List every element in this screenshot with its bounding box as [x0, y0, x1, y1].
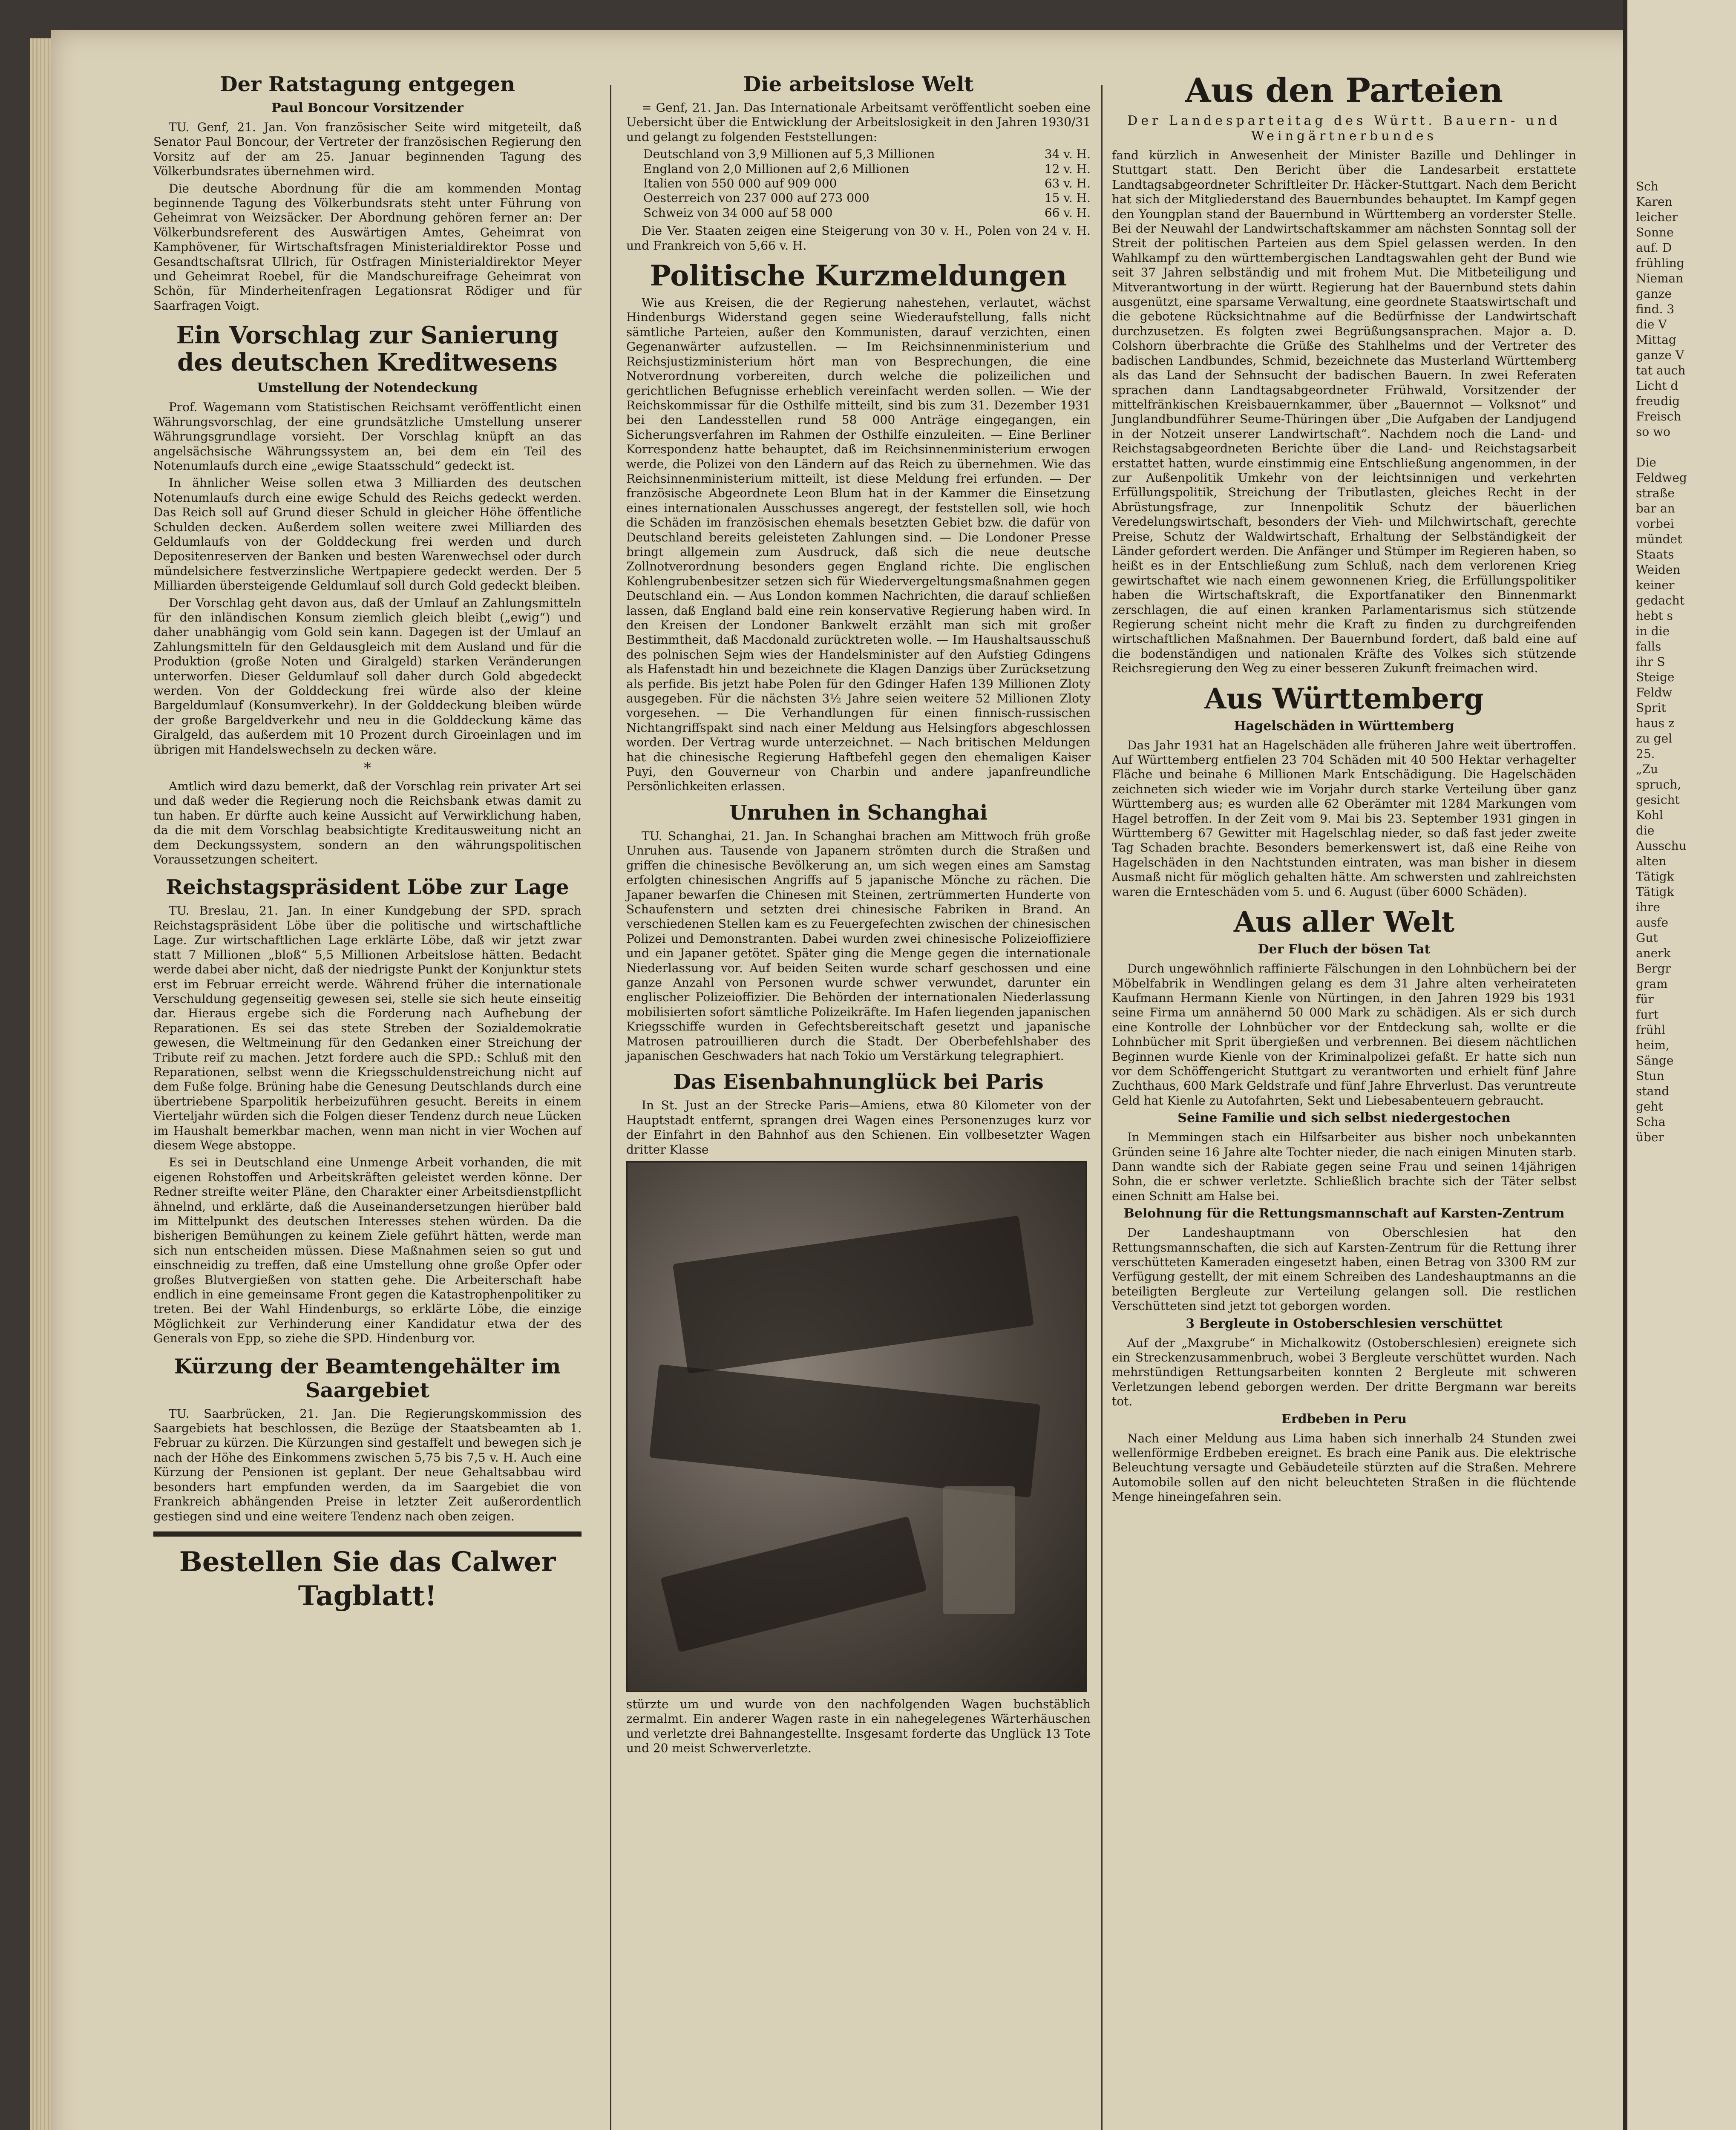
facing-page-fragment: alten — [1636, 854, 1667, 868]
stat-row — [643, 147, 1091, 161]
subheadline: Hagelschäden in Württemberg — [1234, 718, 1454, 734]
facing-page-fragment: gesicht — [1636, 793, 1680, 807]
facing-page-fragment: die V — [1636, 317, 1667, 331]
facing-page-fragment: vorbei — [1636, 517, 1674, 531]
article-arbeitslose-welt — [626, 72, 1091, 253]
facing-page-fragment: Kohl — [1636, 808, 1664, 822]
paragraph: Auf der „Maxgrube“ in Michalkowitz (Ostoberschlesien) ereignete sich ein Streckenzusammenbruch, wobei 3 Bergleute verschüttet wurden. Nach mehrstündigen Rettungsarbeiten konnten 2 Bergleute mit schweren Verletzungen lebend geborgen werden. Der dritte Bergmann war bereits tot. — [1112, 1336, 1576, 1409]
subheadline: Seine Familie und sich selbst niedergestochen — [1177, 1111, 1511, 1126]
paragraph: TU. Breslau, 21. Jan. In einer Kundgebung der SPD. sprach Reichstagspräsident Löbe über die politische und wirtschaftliche Lage. Zur wirtschaftlichen Lage erklärte Löbe, daß wir jetzt zwar statt 7 Millionen „bloß“ 5,5 Millionen Arbeitslose hätten. Bedacht werde dabei aber nicht, daß der niedrigste Punkt der Konjunktur stets erst im Februar erreicht werde. Während früher die internationale Verschuldung gegenseitig gewesen sei, stelle sie sich heute einseitig dar. Hieraus ergebe sich die Forderung nach Aufhebung der Reparationen. Es sei das stete Streben der Sozialdemokratie gewesen, die Weltmeinung für den Gedanken einer Streichung der Tribute reif zu machen. Jetzt fordere auch die SPD.: Schluß mit den Reparationen, selbst wenn die Kriegsschuldenstreichung nicht auf dem Fuße folge. Brüning habe die Genesung Deutschlands durch eine übertriebene Sparpolitik herbeizuführen gesucht. Bereits in einem Vierteljahr würden sich die Folgen dieser Tendenz durch neue Lücken im Haushalt bemerkbar machen, wenn man nicht in vier Wochen auf diesem Wege abstoppe. — [153, 904, 582, 1152]
subheadline: Erdbeben in Peru — [1281, 1411, 1407, 1427]
stat-value: 34 v. H. — [1044, 147, 1091, 161]
facing-page — [1623, 0, 1736, 2130]
stat-row — [643, 176, 1091, 191]
facing-page-fragment: Die — [1636, 455, 1656, 469]
facing-page-fragment: gram — [1636, 977, 1668, 991]
facing-page-fragment: anerk — [1636, 946, 1671, 960]
facing-page-fragment: Staats — [1636, 547, 1674, 561]
paragraph: Nach einer Meldung aus Lima haben sich innerhalb 24 Stunden zwei wellenförmige Erdbeben ereignet. Es brach eine Panik aus. Die elektrische Beleuchtung versagte und Gebäudeteile stürzten auf die Straßen. Mehrere Automobile sollen auf den nicht beleuchteten Straßen in die flüchtende Menge hineingefahren sein. — [1112, 1431, 1576, 1504]
column-1 — [153, 72, 582, 1613]
facing-page-text — [1636, 179, 1730, 1145]
paragraph: TU. Genf, 21. Jan. Von französischer Seite wird mitgeteilt, daß Senator Paul Boncour, der Vertreter der französischen Regierung den Vorsitz auf der am 25. Januar beginnenden Tagung des Völkerbundsrates übernehmen wird. — [153, 120, 582, 178]
facing-page-fragment: Sprit — [1636, 701, 1666, 715]
stat-row — [643, 162, 1091, 176]
facing-page-fragment: geht — [1636, 1100, 1663, 1114]
stat-row — [643, 191, 1091, 205]
subheadline: Der Fluch der bösen Tat — [1258, 942, 1431, 957]
column-2 — [626, 72, 1091, 1759]
column-rule — [610, 85, 611, 2130]
facing-page-fragment: straße — [1636, 486, 1675, 500]
train-wreck-photo — [626, 1161, 1087, 1692]
facing-page-fragment: Bergr — [1636, 961, 1671, 976]
facing-page-fragment: Feldweg — [1636, 471, 1687, 485]
paragraph: Der Landeshauptmann von Oberschlesien hat den Rettungsmannschaften, die sich auf Karsten-Zentrum für die Rettung ihrer verschütteten Kameraden eingesetzt haben, einen Betrag von 3300 RM zur Verfügung gestellt, der mit einem Schreiben des Landeshauptmanns an die beteiligten Bergleute zur Verteilung gelangen soll. Die restlichen Verschütteten sind jetzt tot geborgen worden. — [1112, 1226, 1576, 1313]
facing-page-fragment: Scha — [1636, 1115, 1666, 1129]
facing-page-fragment: Feldw — [1636, 685, 1673, 699]
facing-page-fragment: bar an — [1636, 501, 1675, 515]
stat-label: Oesterreich von 237 000 auf 273 000 — [643, 191, 869, 205]
facing-page-fragment: mündet — [1636, 532, 1682, 546]
article-loebe — [153, 875, 582, 1346]
facing-page-fragment: spruch, — [1636, 777, 1681, 792]
column-rule — [1101, 85, 1103, 2130]
facing-page-fragment: Ausschu — [1636, 839, 1687, 853]
article-sanierung — [153, 322, 582, 867]
facing-page-fragment: auf. D — [1636, 241, 1672, 255]
facing-page-fragment: haus z — [1636, 716, 1675, 730]
facing-page-fragment: gedacht — [1636, 593, 1685, 607]
headline: Aus Württemberg — [1204, 682, 1484, 715]
facing-page-fragment: Weiden — [1636, 563, 1681, 577]
stat-label: Deutschland von 3,9 Millionen auf 5,3 Millionen — [643, 147, 935, 161]
article-aus-aller-welt — [1112, 906, 1576, 1505]
facing-page-fragment: Gut — [1636, 931, 1658, 945]
paragraph: stürzte um und wurde von den nachfolgenden Wagen buchstäblich zermalmt. Ein anderer Wagen raste in ein nahegelegenes Wärterhäuschen und verletzte drei Bahnangestellte. Insgesamt forderte das Unglück 13 Tote und 20 meist Schwerverletzte. — [626, 1697, 1091, 1756]
facing-page-fragment: Karen — [1636, 195, 1673, 209]
paragraph: Wie aus Kreisen, die der Regierung nahestehen, verlautet, wächst Hindenburgs Widerstand gegen seine Wiederaufstellung, falls nicht sämtliche Parteien, außer den Kommunisten, darauf verzichten, einen Gegenanwärter aufzustellen. — Im Reichsinnenministerium und Reichsjustizministerium hört man von Besprechungen, die eine Notverordnung vorbereiten, durch welche die polizeilichen und gerichtlichen Befugnisse erheblich vereinfacht werden sollen. — Wie der Reichskommissar für die Osthilfe mitteilt, sind bis zum 31. Dezember 1931 bei den Landesstellen rund 58 000 Anträge eingegangen, ein Sicherungsverfahren im Rahmen der Osthilfe einzuleiten. — Eine Berliner Korrespondenz hatte behauptet, daß im Reichsinnenministerium erwogen werde, die Polizei von den Ländern auf das Reich zu übernehmen. Wie das Reichsinnenministerium mitteilt, ist diese Meldung frei erfunden. — Der französische Abgeordnete Leon Blum hat in der Kammer die Einsetzung eines internationalen Ausschusses angeregt, der feststellen soll, wie hoch die Schäden im französischen ehemals besetzten Gebiet bzw. die dafür von Deutschland bereits geleisteten Zahlungen sind. — Die Londoner Presse bringt allgemein zum Ausdruck, daß sich die neue deutsche Zollnotverordnung besonders gegen England richte. Die englischen Kohlengrubenbesitzer setzen sich für Wiedervergeltungsmaßnahmen gegen Deutschland ein. — Aus London kommen Nachrichten, die darauf schließen lassen, daß England bald eine rein konservative Regierung haben wird. In den Kreisen der Londoner Bankwelt erzählt man sich mit großer Bestimmtheit, daß Macdonald zurücktreten wolle. — Im Haushaltsausschuß des polnischen Sejm wies der Handelsminister auf den Aufstieg Gdingens als Hafenstadt hin und bezeichnete die Klagen Danzigs über Zurücksetzung als perfide. Bis jetzt habe Polen für den Gdinger Hafen 139 Millionen Zloty ausgegeben. Für die nächsten 3½ Jahre seien weitere 52 Millionen Zloty vorgesehen. — Die Verhandlungen für einen finnisch-russischen Nichtangriffspakt sind nach einer Meldung aus Helsingfors abgeschlossen worden. Der Vertrag wurde unterzeichnet. — Nach britischen Meldungen hat die chinesische Regierung Haftbefehl gegen den ehemaligen Kaiser Puyi, den Gouverneur von Charbin und andere japanfreundliche Persönlichkeiten erlassen. — [626, 296, 1091, 794]
paragraph: Es sei in Deutschland eine Unmenge Arbeit vorhanden, die mit eigenen Rohstoffen und Arbeitskräften geleistet werden könne. Der Redner streifte weiter Pläne, den Charakter einer Arbeitsdienstpflicht ähnelnd, und erklärte, daß die Auseinandersetzungen hierüber bald im Mittelpunkt des deutschen Interesses stehen würden. Da die bisherigen Bemühungen zu keinem Ziele geführt hätten, werde man sich nun entscheiden müssen. Diese Maßnahmen seien so gut und einschneidig zu treffen, daß eine Umstellung ohne große Opfer oder großes Blutvergießen von statten gehe. Die Arbeiterschaft habe endlich in eine gemeinsame Front gegen die Katastrophenpolitiker zu treten. Bei der Wahl Hindenburgs, so erklärte Löbe, die einzige Möglichkeit zur Verhinderung einer Kandidatur etwa der des Generals von Epp, so ziehe die SPD. Hindenburg vor. — [153, 1155, 582, 1346]
paragraph: Prof. Wagemann vom Statistischen Reichsamt veröffentlicht einen Währungsvorschlag, der eine grundsätzliche Umstellung unserer Währungsgrundlage vorsieht. Der Vorschlag knüpft an das angelsächsische Währungssystem an, bei dem ein Teil des Notenumlaufs durch eine „ewige Staatsschuld“ gedeckt ist. — [153, 400, 582, 473]
facing-page-fragment: ganze V — [1636, 348, 1684, 362]
facing-page-fragment: Freisch — [1636, 409, 1681, 423]
facing-page-fragment: Sänge — [1636, 1053, 1674, 1068]
article-ratstagung — [153, 72, 582, 313]
facing-page-fragment: Tätigk — [1636, 869, 1674, 884]
stat-label: Italien von 550 000 auf 909 000 — [643, 176, 837, 191]
headline: Politische Kurzmeldungen — [650, 259, 1067, 293]
facing-page-fragment: Licht d — [1636, 379, 1678, 393]
facing-page-fragment: frühling — [1636, 256, 1684, 270]
facing-page-fragment: Nieman — [1636, 271, 1684, 285]
facing-page-fragment: Tätigk — [1636, 885, 1674, 899]
facing-page-fragment: Stun — [1636, 1069, 1664, 1083]
stat-value: 63 v. H. — [1044, 176, 1091, 191]
facing-page-fragment: tat auch — [1636, 363, 1686, 377]
separator-star: * — [364, 760, 371, 777]
facing-page-fragment: für — [1636, 992, 1654, 1006]
subheadline: Paul Boncour Vorsitzender — [271, 101, 464, 115]
facing-page-fragment: die — [1636, 823, 1655, 838]
facing-page-fragment: Mittag — [1636, 333, 1676, 347]
facing-page-fragment: falls — [1636, 639, 1661, 653]
facing-page-fragment: freudig — [1636, 394, 1680, 408]
headline: Ein Vorschlag zur Sanierung des deutschen Kreditwesens — [176, 321, 559, 377]
subheadline: Umstellung der Notendeckung — [257, 380, 478, 396]
stat-label: Schweiz von 34 000 auf 58 000 — [643, 205, 833, 220]
facing-page-fragment: heim, — [1636, 1038, 1670, 1052]
facing-page-fragment: stand — [1636, 1084, 1670, 1098]
paragraph: Die deutsche Abordnung für die am kommenden Montag beginnende Tagung des Völkerbundsrats steht unter Führung von Geheimrat von Weizsäcker. Der Abordnung gehören ferner an: Der Völkerbundsreferent des Auswärtigen Amtes, Geheimrat von Kamphövener, für Wirtschaftsfragen Ministerialdirektor Posse und Gesandtschaftsrat Ullrich, für Ostfragen Ministerialdirektor Meyer und Geheimrat Roebel, für die Mandschureifrage Geheimrat von Schön, für Minderheitenfragen Legationsrat Rödiger und für Saarfragen Voigt. — [153, 181, 582, 313]
subheadline: Belohnung für die Rettungsmannschaft auf Karsten-Zentrum — [1123, 1206, 1565, 1221]
article-eisenbahnunglueck — [626, 1070, 1091, 1756]
paragraph: = Genf, 21. Jan. Das Internationale Arbeitsamt veröffentlicht soeben eine Uebersicht über die Entwicklung der Arbeitslosigkeit in den Jahren 1930/31 und gelangt zu folgenden Feststellungen: — [626, 101, 1091, 144]
paragraph: Das Jahr 1931 hat an Hagelschäden alle früheren Jahre weit übertroffen. Auf Württemberg entfielen 23 704 Schäden mit 40 500 Hektar verhagelter Fläche und beinahe 6 Millionen Mark Entschädigung. Die Hagelschäden zeichneten sich wieder wie im Vorjahr durch starke Verteilung über ganz Württemberg aus; es wurden alle 62 Oberämter mit 1284 Markungen vom Hagel betroffen. In der Zeit vom 9. Mai bis 23. September 1931 gingen in Württemberg 67 Gewitter mit Hagelschlag nieder, so daß fast jeder zweite Tag Schaden brachte. Besonders bemerkenswert ist, daß eine Reihe von Hagelschäden in den Nachtstunden eintraten, was man bisher in diesem Ausmaß nicht für möglich gehalten hätte. Am schwersten und zahlreichsten waren die Ernteschäden vom 5. und 6. August (über 6000 Schäden). — [1112, 738, 1576, 899]
facing-page-fragment: ausfe — [1636, 915, 1669, 930]
headline: Kürzung der Beamtengehälter im Saargebiet — [174, 1354, 561, 1402]
paragraph: In Memmingen stach ein Hilfsarbeiter aus bisher noch unbekannten Gründen seine 16 Jahre alte Tochter nieder, die nach einigen Minuten starb. Dann wandte sich der Rabiate gegen seine Frau und seinen 14jährigen Sohn, die er schwer verletzte. Schließlich brachte sich der Täter selbst einen Schnitt am Halse bei. — [1112, 1130, 1576, 1203]
headline: Unruhen in Schanghai — [729, 800, 988, 825]
subheadline: Der Landesparteitag des Württ. Bauern- und Weingärtnerbundes — [1127, 113, 1561, 144]
headline: Das Eisenbahnunglück bei Paris — [673, 1070, 1044, 1094]
paragraph: In ähnlicher Weise sollen etwa 3 Milliarden des deutschen Notenumlaufs durch eine ewige Schuld des Reichs gedeckt werden. Das Reich soll auf Grund dieser Schuld in gleicher Höhe öffentliche Schulden decken. Außerdem sollen weitere zwei Milliarden des Geldumlaufs von der Golddeckung frei werden und durch Depositenreserven der Banken und besten Warenwechsel oder durch mündelsichere festverzinsliche Wertpapiere gedeckt werden. Der 5 Milliarden übersteigende Geldumlauf soll durch Gold gedeckt bleiben. — [153, 476, 582, 593]
stat-value: 66 v. H. — [1044, 205, 1091, 220]
facing-page-fragment: leicher — [1636, 210, 1678, 224]
column-3 — [1112, 72, 1576, 1507]
stat-value: 12 v. H. — [1044, 161, 1091, 176]
facing-page-fragment: in die — [1636, 624, 1670, 638]
headline: Aus den Parteien — [1185, 71, 1503, 110]
paragraph: Durch ungewöhnlich raffinierte Fälschungen in den Lohnbüchern bei der Möbelfabrik in Wendlingen gelang es dem 31 Jahre alten verheirateten Kaufmann Hermann Kienle von Nürtingen, in den Jahren 1929 bis 1931 seine Firma um annähernd 50 000 Mark zu schädigen. Als er sich durch eine Kontrolle der Lohnbücher vor der Entdeckung sah, wollte er die Lohnbücher mit Sprit übergießen und verbrennen. Bei diesem nächtlichen Beginnen wurde Kienle von der Kriminalpolizei gefaßt. Er hatte sich nun vor dem Schöffengericht Stuttgart zu verantworten und erhielt fünf Jahre Zuchthaus, 600 Mark Geldstrafe und fünf Jahre Ehrverlust. Das veruntreute Geld hat Kienle zu Autofahrten, Sekt und Liebesabenteuern gebraucht. — [1112, 961, 1576, 1108]
statistics-table — [643, 147, 1091, 220]
facing-page-fragment: über — [1636, 1130, 1664, 1144]
facing-page-fragment: „Zu — [1636, 762, 1658, 776]
facing-page-fragment: frühl — [1636, 1023, 1665, 1037]
subheadline: 3 Bergleute in Ostoberschlesien verschüttet — [1186, 1316, 1503, 1331]
divider-bar — [153, 1531, 582, 1537]
paragraph: TU. Saarbrücken, 21. Jan. Die Regierungskommission des Saargebiets hat beschlossen, die Bezüge der Staatsbeamten ab 1. Februar zu kürzen. Die Kürzungen sind gestaffelt und bewegen sich je nach der Höhe des Einkommens zwischen 5,75 bis 7,5 v. H. Auch eine Kürzung der Pensionen ist geplant. Der neue Gehaltsabbau wird besonders hart empfunden werden, da im Saargebiet die von Frankreich abhängenden Preise in letzter Zeit außerordentlich gestiegen sind und eine weitere Tendenz nach oben zeigen. — [153, 1406, 582, 1523]
headline: Der Ratstagung entgegen — [219, 72, 515, 96]
facing-page-fragment: ganze — [1636, 287, 1672, 301]
facing-page-fragment: Sch — [1636, 179, 1658, 193]
facing-page-fragment: Steige — [1636, 670, 1675, 684]
paragraph: In St. Just an der Strecke Paris—Amiens, etwa 80 Kilometer von der Hauptstadt entfernt, sprangen drei Wagen eines Personenzuges kurz vor der Einfahrt in den Bahnhof aus den Schienen. Ein vollbesetzter Wagen dritter Klasse — [626, 1098, 1091, 1157]
article-wuerttemberg — [1112, 683, 1576, 899]
facing-page-fragment: ihre — [1636, 900, 1660, 914]
article-schanghai — [626, 801, 1091, 1064]
facing-page-fragment: so wo — [1636, 425, 1670, 439]
stat-row — [643, 206, 1091, 220]
headline: Die arbeitslose Welt — [743, 72, 974, 96]
paragraph: fand kürzlich in Anwesenheit der Minister Bazille und Dehlinger in Stuttgart statt. Den Bericht über die Landesarbeit erstattete Landtagsabgeordneter Schriftleiter Dr. Häcker-Stuttgart. Nach dem Bericht hat sich der Mitgliederstand des Bauernbundes behauptet. Im Kampf gegen den Youngplan stand der Bauernbund in Württemberg an vorderster Stelle. Bei der Neuwahl der Landwirtschaftskammer am nächsten Sonntag soll der Streit der politischen Parteien aus dem Spiel gelassen werden. In den Wahlkampf zu den württembergischen Landtagswahlen geht der Bund wie seit 37 Jahren selbständig und mit frohem Mut. Die Mitbeteiligung und Mitverantwortung in der württ. Regierung hat der Bauernbund stets dahin ausgenützt, eine sparsame Verwaltung, eine geordnete Staatswirtschaft und die gebotene Rücksichtnahme auf die Bedürfnisse der Landwirtschaft durchzusetzen. Es folgten zwei Begrüßungsansprachen. Major a. D. Colshorn überbrachte die Grüße des Stahlhelms und der Vertreter des badischen Landbundes, Schmid, bezeichnete das Musterland Württemberg als das Land der Sehnsucht der badischen Bauern. In zwei Referaten sprachen dann Landtagsabgeordneter Frühwald, Vorsitzender der mittelfränkischen Kreisbauernkammer, über „Bauernnot — Volksnot“ und Junglandbundführer Seume-Thüringen über „Die Aufgaben der Landjugend in der Notzeit unserer Landwirtschaft“. Nachdem noch die Land- und Reichstagsabgeordneten Berichte über die Land- und Reichstagsarbeit erstattet hatten, wurde einstimmig eine Entschließung angenommen, in der zur Außenpolitik Umkehr von der leichtsinnigen und verkehrten Erfüllungspolitik, Streichung der Tributlasten, gleiches Recht in der Abrüstungsfrage, zur Innenpolitik Schutz der bäuerlichen Veredelungswirtschaft, besonders der Vieh- und Milchwirtschaft, gerechte Preise, Schutz der Waldwirtschaft, Erhaltung der Selbständigkeit der Länder gefordert werden. Die Anfänger und Stümper im Regieren haben, so heißt es in der Entschließung zum Schluß, nach dem verlorenen Krieg gewirtschaftet wie nach einem gewonnenen Krieg, die Erfüllungspolitiker haben die Wirtschaftskraft, die Exportfanatiker den Binnenmarkt zerschlagen, die auf einen kranken Parlamentarismus sich stützende Regierung scheint nicht mehr die Kraft zu finden zu durchgreifenden wirtschaftlichen Maßnahmen. Der Bauernbund fordert, daß bald eine auf die bodenständigen und nationalen Kräfte des Volkes sich stützende Reichsregierung den Weg zu einer besseren Zukunft freimachen wird. — [1112, 148, 1576, 676]
facing-page-fragment — [1636, 440, 1730, 455]
paragraph: Der Vorschlag geht davon aus, daß der Umlauf an Zahlungsmitteln für den inländischen Konsum ziemlich gleich bleibt („ewig“) und daher unabhängig vom Gold sein kann. Dagegen ist der Umlauf an Zahlungsmitteln für den Geldausgleich mit dem Ausland und für die Produktion (große Noten und Giralgeld) starken Veränderungen unterworfen. Dieser Geldumlauf soll daher durch Gold abgedeckt werden. Von der Golddeckung frei würde also der kleine Bargeldumlauf (Konsumverkehr). In der Golddeckung bleiben würde der große Bargeldverkehr und neu in die Golddeckung käme das Giralgeld, das außerdem mit 10 Prozent durch Giroeinlagen und im übrigen mit Handelswechseln zu decken wäre. — [153, 596, 582, 757]
article-kurzmeldungen — [626, 260, 1091, 794]
facing-page-fragment: ihr S — [1636, 655, 1665, 669]
facing-page-fragment: Sonne — [1636, 225, 1674, 239]
article-parteien — [1112, 72, 1576, 676]
facing-page-fragment: hebt s — [1636, 609, 1673, 623]
paragraph: Die Ver. Staaten zeigen eine Steigerung von 30 v. H., Polen von 24 v. H. und Frankreich von 5,66 v. H. — [626, 224, 1091, 253]
facing-page-fragment: furt — [1636, 1007, 1659, 1022]
headline: Reichstagspräsident Löbe zur Lage — [166, 875, 569, 900]
paragraph: Amtlich wird dazu bemerkt, daß der Vorschlag rein privater Art sei und daß weder die Regierung noch die Reichsbank etwas damit zu tun haben. Er dürfte auch keine Aussicht auf Verwirklichung haben, da die mit dem Vorschlag beabsichtigte Kreditausweitung nicht an dem Deckungssystem, sondern an den währungspolitischen Voraussetzungen scheitert. — [153, 779, 582, 867]
facing-page-fragment: zu gel — [1636, 731, 1673, 746]
paragraph: TU. Schanghai, 21. Jan. In Schanghai brachen am Mittwoch früh große Unruhen aus. Tausende von Japanern strömten durch die Straßen und griffen die chinesische Bevölkerung an, um sich wegen eines am Samstag erfolgten chinesischen Angriffs auf 5 japanische Mönche zu rächen. Die Japaner bewarfen die Chinesen mit Steinen, zertrümmerten Hunderte von Schaufenstern und setzten drei chinesische Fabriken in Brand. An verschiedenen Stellen kam es zu Feuergefechten zwischen der chinesischen Polizei und Demonstranten. Dabei wurden zwei chinesische Polizeioffiziere und ein Japaner getötet. Später ging die Menge gegen die internationale Niederlassung vor. Auf beiden Seiten wurde scharf geschossen und eine ganze Anzahl von Personen wurde schwer verwundet, darunter ein englischer Polizeioffizier. Die Behörden der internationalen Niederlassung mobilisierten sofort sämtliche Polizeikräfte. Im Hafen liegenden japanischen Kriegsschiffe wurden in Gefechtsbereitschaft gesetzt und japanische Matrosen patrouillieren durch die Stadt. Der Oberbefehlshaber des japanischen Geschwaders hat nach Tokio um Verstärkung telegraphiert. — [626, 829, 1091, 1063]
headline: Aus aller Welt — [1233, 905, 1455, 939]
stat-value: 15 v. H. — [1044, 191, 1091, 205]
facing-page-fragment: find. 3 — [1636, 302, 1675, 316]
stat-label: England von 2,0 Millionen auf 2,6 Millionen — [643, 161, 910, 176]
article-saargebiet — [153, 1355, 582, 1524]
advertisement: Bestellen Sie das Calwer Tagblatt! — [179, 1546, 556, 1612]
facing-page-fragment: 25. — [1636, 747, 1655, 761]
facing-page-fragment: keiner — [1636, 578, 1675, 592]
